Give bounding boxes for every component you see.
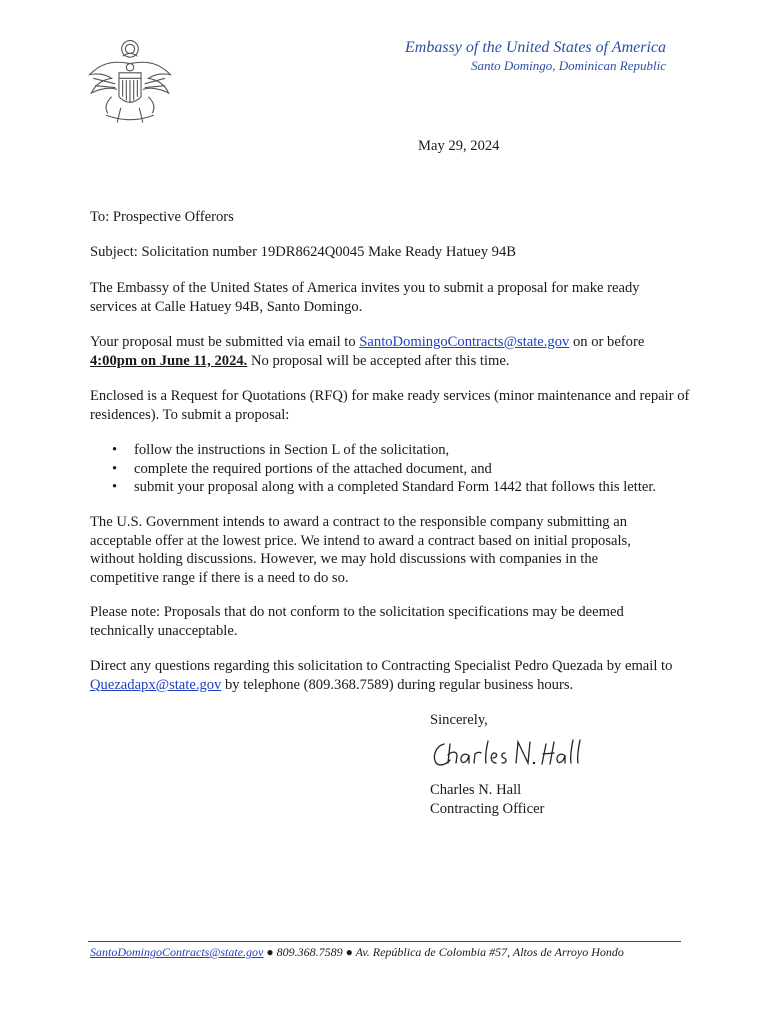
questions-text-tail: by telephone (809.368.7589) during regular business hours. [221,676,574,693]
list-item: • submit your proposal along with a completed Standard Form 1442 that follows this letter. [90,478,690,497]
footer-separator: ● [266,945,274,959]
deadline-text: 4:00pm on June 11, 2024. [90,352,248,369]
footer-separator: ● [345,945,353,959]
questions-paragraph [90,657,690,694]
list-item: • complete the required portions of the attached document, and [90,460,690,479]
footer-email-link[interactable]: SantoDomingoContracts@state.gov [90,945,264,959]
submission-text-lead: Your proposal must be submitted via email to [90,334,360,350]
signer-title: Contracting Officer [430,801,545,817]
rfq-paragraph: Enclosed is a Request for Quotations (RFQ) for make ready services (minor maintenance and repair of residences). To submit a proposal: [90,388,690,423]
embassy-name: Embassy of the United States of America [405,39,666,56]
embassy-location: Santo Domingo, Dominican Republic [471,58,666,74]
questions-text-lead: Direct any questions regarding this solicitation to Contracting Specialist Pedro Quezada by email to [90,658,673,674]
specialist-email-link[interactable]: Quezadapx@state.gov [90,676,222,693]
letterhead [405,38,666,75]
footer-divider [88,941,681,942]
letter-date: May 29, 2024 [418,138,500,154]
recipient-line: To: Prospective Offerors [90,209,234,225]
handwritten-signature [430,736,590,770]
contracts-email-link[interactable]: SantoDomingoContracts@state.gov [359,334,570,350]
subject-line: Subject: Solicitation number 19DR8624Q0045 Make Ready Hatuey 94B [90,244,516,260]
instruction-list [90,441,690,497]
footer [90,945,624,960]
note-paragraph: Please note: Proposals that do not conform to the solicitation specifications may be deemed technically unacceptable. [90,604,624,639]
footer-address: Av. República de Colombia #57, Altos de Arroyo Hondo [355,945,624,959]
submission-text-mid: on or before [569,334,645,350]
footer-phone: 809.368.7589 [276,945,343,959]
submission-paragraph [90,333,690,370]
list-item: • follow the instructions in Section L of the solicitation, [90,441,690,460]
closing-salutation: Sincerely, [430,712,488,728]
submission-text-tail: No proposal will be accepted after this time. [247,352,510,369]
signer-name: Charles N. Hall [430,782,522,798]
award-paragraph: The U.S. Government intends to award a contract to the responsible company submitting an acceptable offer at the lowest price. We intend to award a contract based on initial proposals, without holding discussions. However, we may hold discussions with companies in the competitive range if there is a need to do so. [90,514,631,587]
embassy-seal-icon [84,36,176,128]
intro-paragraph: The Embassy of the United States of America invites you to submit a proposal for make ready services at Calle Hatuey 94B, Santo Domingo. [90,280,640,315]
